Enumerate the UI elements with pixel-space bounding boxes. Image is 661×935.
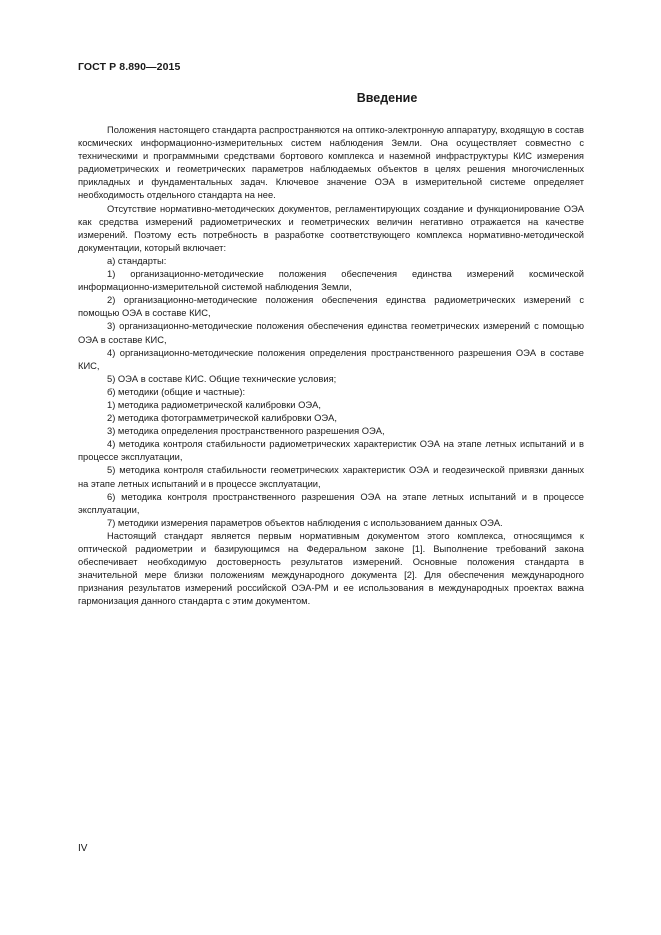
list-item: 1) организационно-методические положения обеспечения единства измерений космической информационно-измерительной системой наблюдения Земли,	[78, 269, 584, 293]
list-item: 3) организационно-методические положения обеспечения единства геометрических измерений с помощью ОЭА в составе КИС,	[78, 321, 584, 345]
list-item: 6) методика контроля пространственного разрешения ОЭА на этапе летных испытаний и в процессе эксплуатации,	[78, 491, 584, 515]
list-item: 5) методика контроля стабильности геометрических характеристик ОЭА и геодезической привязки данных на этапе летных испытаний и в процессе эксплуатации,	[78, 465, 584, 489]
list-item: 4) методика контроля стабильности радиометрических характеристик ОЭА на этапе летных испытаний и в процессе эксплуатации,	[78, 439, 584, 463]
page-number: IV	[78, 843, 88, 854]
list-item: а) стандарты:	[107, 255, 167, 266]
list-item: б) методики (общие и частные):	[107, 386, 246, 397]
section-title: Введение	[356, 91, 418, 105]
list-item: 4) организационно-методические положения определения пространственного разрешения ОЭА в составе КИС,	[78, 347, 584, 371]
list-item: 5) ОЭА в составе КИС. Общие технические условия;	[107, 373, 337, 384]
list-item: 2) методика фотограмметрической калибровки ОЭА,	[107, 413, 337, 424]
list-item: 2) организационно-методические положения обеспечения единства радиометрических измерений с помощью ОЭА в составе КИС,	[78, 295, 584, 319]
list-item: 3) методика определения пространственного разрешения ОЭА,	[107, 426, 385, 437]
list-item: 7) методики измерения параметров объектов наблюдения с использованием данных ОЭА.	[107, 517, 503, 528]
list-item: 1) методика радиометрической калибровки ОЭА,	[107, 399, 321, 410]
paragraph: Настоящий стандарт является первым нормативным документом этого комплекса, относящимся к оптической радиометрии и базирующимся на Федеральном законе [1]. Выполнение требований закона обеспечивает необходимую достоверность результатов измерений. Основные положения стандарта в значительной мере близки положениям международного документа [2]. Для обеспечения международного признания результатов измерений российской ОЭА-РМ и ее использования в международных проектах важна гармонизация данного стандарта с этим документом.	[78, 530, 584, 607]
body-text	[78, 124, 584, 608]
document-header: ГОСТ Р 8.890—2015	[78, 61, 181, 73]
paragraph: Положения настоящего стандарта распространяются на оптико-электронную аппаратуру, входящую в состав космических информационно-измерительных систем наблюдения Земли. Она осуществляет совместно с техническими и программными средствами бортового комплекса и наземной инфраструктуры КИС измерения радиометрических и геометрических параметров наблюдаемых объектов в целях решения многочисленных прикладных и фундаментальных задач. Ключевое значение ОЭА в измерительной системе определяет необходимость отдельного стандарта на нее.	[78, 125, 584, 201]
paragraph: Отсутствие нормативно-методических документов, регламентирующих создание и функционирование ОЭА как средства измерений радиометрических и геометрических величин негативно отражается на качестве измерений. Поэтому есть потребность в разработке соответствующего комплекса нормативно-методической документации, который включает:	[78, 203, 584, 253]
